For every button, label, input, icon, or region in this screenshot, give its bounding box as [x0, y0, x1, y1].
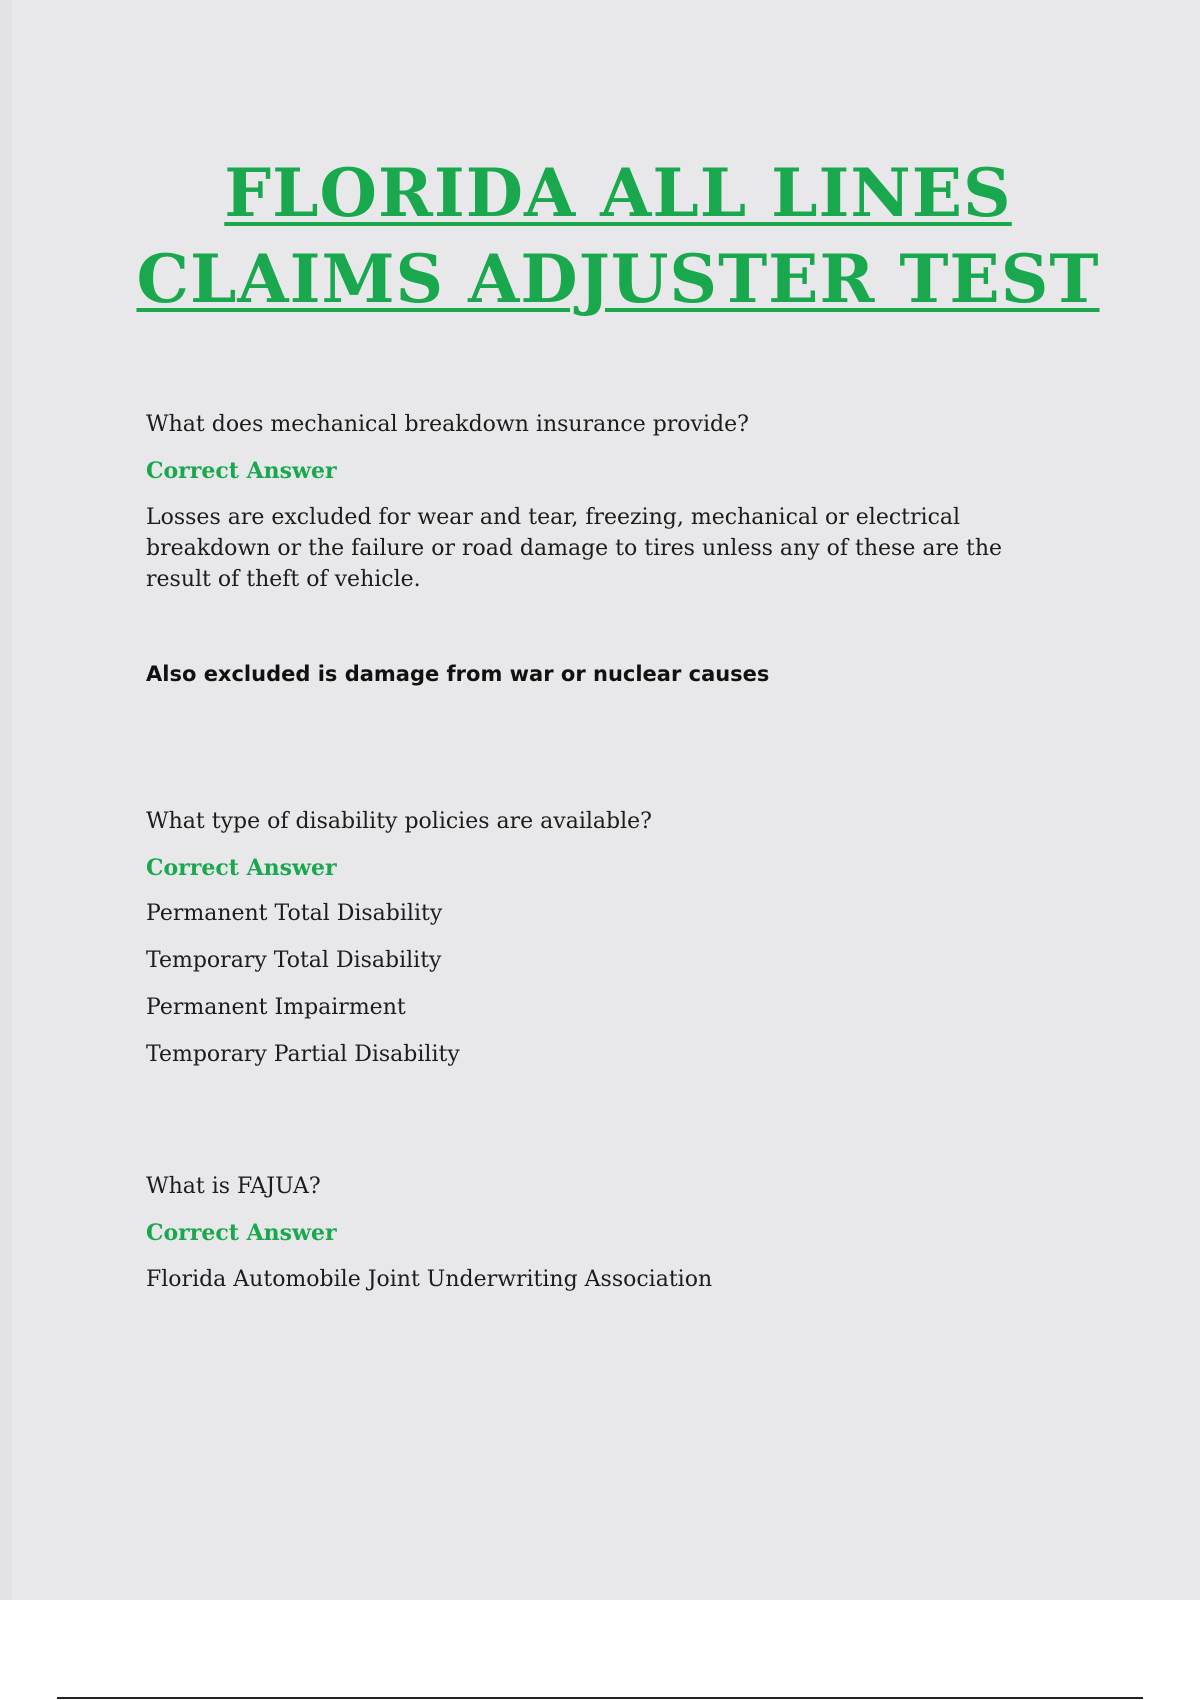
qa-item-3 — [146, 1172, 1066, 1295]
qa-list — [146, 410, 1066, 1295]
answer-list-item: Temporary Total Disability — [146, 948, 442, 973]
qa-item-1 — [146, 410, 1066, 689]
footer-divider — [57, 1697, 1143, 1699]
correct-answer-label: Correct Answer — [146, 855, 337, 881]
qa-item-2 — [146, 807, 1066, 1070]
title-line-2: CLAIMS ADJUSTER TEST — [136, 240, 1100, 318]
document-title — [0, 150, 1200, 322]
question-text: What type of disability policies are available? — [146, 809, 652, 834]
answer-list-item: Permanent Total Disability — [146, 901, 443, 926]
answer-list-item: Permanent Impairment — [146, 995, 406, 1020]
question-text: What does mechanical breakdown insurance provide? — [146, 412, 749, 437]
title-line-1: FLORIDA ALL LINES — [224, 154, 1012, 232]
correct-answer-label: Correct Answer — [146, 458, 337, 484]
answer-text: Losses are excluded for wear and tear, freezing, mechanical or electrical breakdown or the failure or road damage to tires unless any of these are the result of theft of vehicle. — [146, 505, 1003, 592]
answer-note: Also excluded is damage from war or nuclear causes — [146, 662, 770, 686]
answer-text: Florida Automobile Joint Underwriting Association — [146, 1267, 713, 1292]
correct-answer-label: Correct Answer — [146, 1220, 337, 1246]
answer-list-item: Temporary Partial Disability — [146, 1042, 460, 1067]
question-text: What is FAJUA? — [146, 1174, 321, 1199]
answer-list — [146, 899, 1066, 1070]
